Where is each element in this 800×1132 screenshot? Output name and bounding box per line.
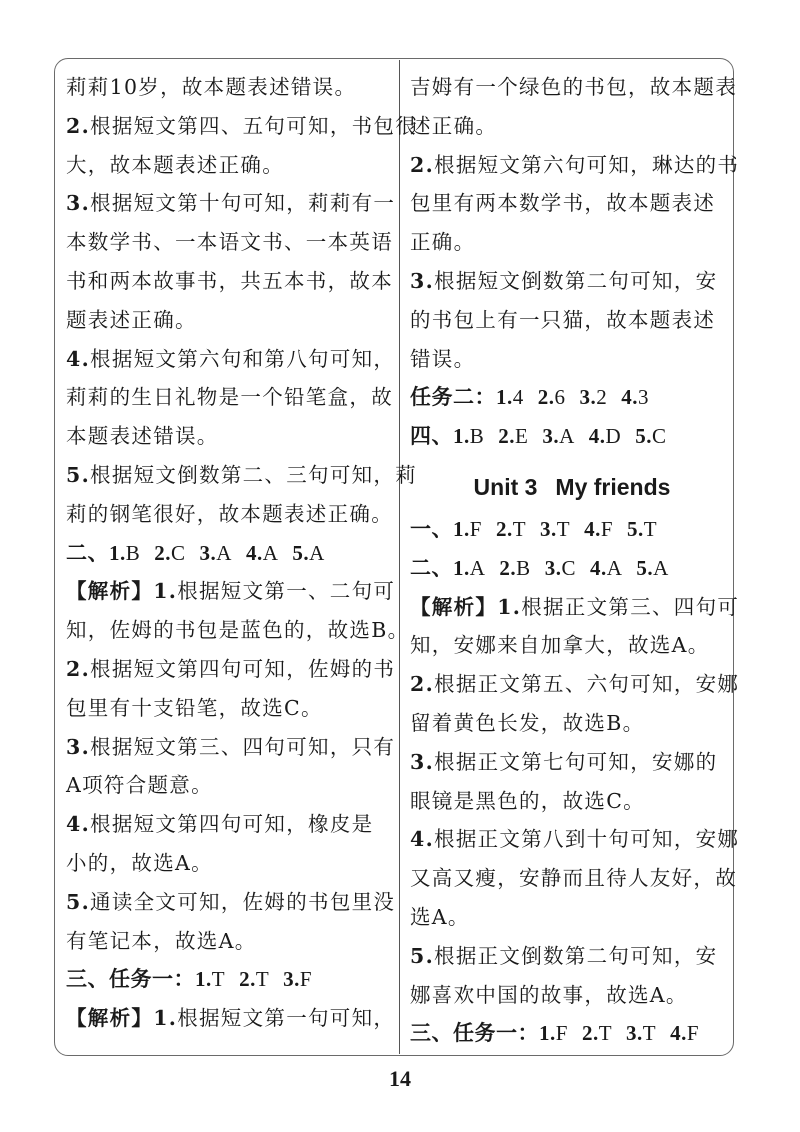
text-line bbox=[66, 766, 390, 805]
answer-item bbox=[635, 424, 666, 448]
answer-items bbox=[195, 967, 312, 991]
answer-item bbox=[109, 541, 140, 565]
answer-value: A bbox=[262, 540, 279, 565]
answer-number: 2. bbox=[495, 516, 513, 541]
line-text: 根据短文倒数第二句可知，安 bbox=[434, 268, 718, 293]
line-text: 的书包上有一只猫，故本题表述 bbox=[410, 307, 716, 332]
line-text: 根据短文第三、四句可知，只有 bbox=[90, 734, 396, 759]
line-text: 述正确。 bbox=[410, 113, 498, 138]
answer-value: A bbox=[309, 540, 325, 565]
answer-number: 4. bbox=[670, 1021, 687, 1046]
answer-value: F bbox=[555, 1021, 568, 1046]
line-text: 吉姆有一个绿色的书包，故本题表 bbox=[410, 75, 737, 99]
answer-item bbox=[200, 541, 232, 565]
line-text: 选A。 bbox=[410, 904, 470, 929]
item-number: 【解析】1. bbox=[410, 594, 522, 619]
text-line bbox=[410, 859, 737, 898]
answer-value: 2 bbox=[596, 385, 608, 410]
answer-item bbox=[195, 967, 225, 991]
answer-number: 3. bbox=[542, 424, 560, 449]
answer-number: 4. bbox=[588, 424, 606, 449]
text-line bbox=[66, 611, 410, 650]
text-line bbox=[66, 417, 390, 456]
item-number: 5. bbox=[410, 943, 435, 968]
text-line bbox=[410, 820, 740, 859]
right-column bbox=[410, 68, 740, 1053]
text-line bbox=[410, 107, 734, 146]
answer-number: 1. bbox=[109, 540, 126, 565]
text-line bbox=[66, 262, 393, 301]
answer-item bbox=[496, 517, 526, 541]
answer-line bbox=[410, 510, 734, 549]
answer-value: 4 bbox=[512, 385, 524, 410]
answer-value: C bbox=[171, 540, 186, 565]
item-number: 2. bbox=[66, 113, 91, 138]
answer-value: B bbox=[469, 424, 485, 449]
answer-value: 3 bbox=[638, 385, 649, 410]
answer-value: T bbox=[643, 516, 658, 541]
text-line bbox=[66, 146, 390, 185]
answer-number: 5. bbox=[635, 424, 652, 449]
answer-prefix: 四、 bbox=[410, 424, 453, 449]
answer-item bbox=[584, 517, 613, 541]
item-number: 5. bbox=[66, 889, 91, 914]
line-text: 根据短文第六句和第八句可知， bbox=[90, 346, 396, 371]
line-text: 错误。 bbox=[410, 346, 476, 371]
line-text: 通读全文可知，佐姆的书包里没 bbox=[90, 889, 396, 914]
page-number: 14 bbox=[389, 1066, 411, 1091]
answer-value: T bbox=[255, 967, 270, 992]
line-text: 知，安娜来自加拿大，故选A。 bbox=[410, 633, 710, 658]
text-line bbox=[410, 301, 734, 340]
answer-line bbox=[410, 1014, 734, 1053]
answer-item bbox=[627, 517, 657, 541]
answer-item bbox=[626, 1021, 656, 1045]
text-line bbox=[66, 107, 418, 146]
line-text: 根据短文第四句可知，橡皮是 bbox=[90, 812, 374, 837]
line-text: 莉莉的生日礼物是一个铅笔盒，故 bbox=[66, 385, 393, 410]
answer-items bbox=[453, 517, 657, 541]
answer-number: 1. bbox=[496, 385, 513, 410]
text-line bbox=[410, 937, 734, 976]
text-line bbox=[66, 650, 396, 689]
item-number: 2. bbox=[410, 672, 435, 697]
text-line bbox=[410, 146, 740, 185]
answer-number: 1. bbox=[195, 967, 212, 992]
answer-number: 2. bbox=[537, 385, 555, 410]
line-text: 根据短文第四、五句可知，书包很 bbox=[90, 113, 418, 138]
unit-label: Unit 3 bbox=[473, 473, 538, 500]
answer-number: 2. bbox=[239, 967, 256, 992]
answer-items bbox=[496, 385, 649, 409]
item-number: 2. bbox=[410, 152, 435, 177]
answer-number: 5. bbox=[292, 540, 310, 565]
text-line bbox=[66, 68, 390, 107]
answer-item bbox=[453, 517, 482, 541]
answer-item bbox=[239, 967, 269, 991]
answer-item bbox=[539, 1021, 568, 1045]
answer-number: 4. bbox=[245, 540, 263, 565]
text-line bbox=[66, 495, 393, 534]
line-text: 根据短文第一、二句可 bbox=[177, 579, 396, 604]
line-text: 本题表述错误。 bbox=[66, 424, 219, 449]
text-line bbox=[66, 805, 390, 844]
line-text: 莉的钢笔很好，故本题表述正确。 bbox=[66, 501, 393, 526]
item-number: 【解析】1. bbox=[66, 1006, 178, 1031]
answer-item bbox=[154, 541, 185, 565]
text-line bbox=[66, 301, 390, 340]
line-text: 正确。 bbox=[410, 230, 476, 255]
answer-number: 4. bbox=[621, 385, 638, 410]
line-text: 根据正文倒数第二句可知，安 bbox=[434, 943, 718, 968]
line-text: 题表述正确。 bbox=[66, 307, 197, 332]
answer-item bbox=[283, 967, 312, 991]
answer-item bbox=[589, 424, 621, 448]
item-number: 3. bbox=[66, 191, 91, 216]
line-text: 根据正文第三、四句可 bbox=[521, 594, 740, 619]
item-number: 3. bbox=[66, 734, 91, 759]
text-line bbox=[66, 883, 396, 922]
answer-line bbox=[410, 417, 734, 456]
answer-number: 3. bbox=[579, 385, 597, 410]
item-number: 4. bbox=[66, 346, 91, 371]
text-line bbox=[66, 572, 396, 611]
item-number: 4. bbox=[66, 812, 91, 837]
text-line bbox=[66, 689, 390, 728]
text-line bbox=[66, 340, 396, 379]
line-text: 根据正文第七句可知，安娜的 bbox=[434, 749, 718, 774]
answer-item bbox=[453, 424, 484, 448]
answer-item bbox=[538, 385, 566, 409]
line-text: 根据短文第六句可知，琳达的书 bbox=[434, 152, 740, 177]
answer-value: B bbox=[125, 540, 141, 565]
line-text: 根据短文倒数第二、三句可知，莉 bbox=[90, 462, 418, 487]
line-text: 知，佐姆的书包是蓝色的，故选B。 bbox=[66, 618, 410, 643]
text-line bbox=[410, 262, 734, 301]
text-line bbox=[66, 456, 418, 495]
answer-items bbox=[453, 556, 669, 580]
line-text: 书和两本故事书，共五本书，故本 bbox=[66, 268, 393, 293]
answer-item bbox=[292, 541, 324, 565]
answer-value: B bbox=[516, 555, 531, 580]
answer-number: 3. bbox=[626, 1021, 643, 1046]
answer-item bbox=[542, 424, 574, 448]
text-line bbox=[410, 588, 740, 627]
unit-title: My friends bbox=[555, 473, 671, 500]
item-number: 3. bbox=[410, 268, 435, 293]
answer-value: T bbox=[512, 516, 527, 541]
line-text: 包里有十支铅笔，故选C。 bbox=[66, 695, 323, 720]
line-text: 大，故本题表述正确。 bbox=[66, 152, 284, 177]
answer-item bbox=[636, 556, 668, 580]
answer-item bbox=[621, 385, 649, 409]
text-line bbox=[410, 340, 734, 379]
answer-value: A bbox=[606, 555, 623, 580]
answer-value: F bbox=[686, 1021, 700, 1046]
answer-item bbox=[590, 556, 622, 580]
answer-prefix: 三、任务一： bbox=[66, 967, 195, 992]
text-line bbox=[66, 378, 393, 417]
answer-number: 3. bbox=[199, 540, 217, 565]
answer-value: T bbox=[642, 1021, 657, 1046]
line-text: 留着黄色长发，故选B。 bbox=[410, 710, 645, 735]
text-line bbox=[410, 976, 734, 1015]
answer-item bbox=[540, 517, 570, 541]
text-line bbox=[410, 184, 734, 223]
answer-number: 2. bbox=[499, 555, 517, 580]
line-text: 有笔记本，故选A。 bbox=[66, 928, 257, 953]
answer-item bbox=[498, 424, 528, 448]
answer-value: A bbox=[559, 424, 575, 449]
line-text: A项符合题意。 bbox=[66, 773, 213, 798]
text-line bbox=[410, 782, 734, 821]
answer-number: 5. bbox=[636, 555, 654, 580]
answer-value: T bbox=[556, 516, 571, 541]
left-column bbox=[66, 68, 418, 1038]
text-line bbox=[66, 922, 390, 961]
answer-item bbox=[545, 556, 576, 580]
answer-line bbox=[66, 960, 390, 999]
answer-number: 4. bbox=[584, 516, 601, 541]
answer-item bbox=[580, 385, 608, 409]
line-text: 娜喜欢中国的故事，故选A。 bbox=[410, 982, 688, 1007]
answer-items bbox=[109, 541, 325, 565]
text-line bbox=[66, 999, 396, 1038]
answer-value: A bbox=[653, 555, 669, 580]
text-line bbox=[410, 898, 734, 937]
answer-value: F bbox=[299, 967, 313, 992]
answer-item bbox=[246, 541, 278, 565]
answer-value: E bbox=[515, 424, 529, 449]
line-text: 包里有两本数学书，故本题表述 bbox=[410, 191, 716, 216]
line-text: 根据短文第十句可知，莉莉有一 bbox=[90, 191, 396, 216]
answer-line bbox=[66, 534, 390, 573]
line-text: 根据短文第四句可知，佐姆的书 bbox=[90, 656, 396, 681]
line-text: 根据正文第五、六句可知，安娜 bbox=[434, 672, 740, 697]
text-line bbox=[66, 844, 390, 883]
answer-number: 3. bbox=[540, 516, 557, 541]
answer-number: 2. bbox=[498, 424, 516, 449]
answer-value: F bbox=[600, 516, 614, 541]
line-text: 莉莉10岁，故本题表述错误。 bbox=[66, 75, 357, 99]
answer-item bbox=[670, 1021, 699, 1045]
unit-heading bbox=[410, 456, 734, 510]
answer-value: A bbox=[469, 555, 486, 580]
answer-value: F bbox=[469, 516, 482, 541]
line-text: 眼镜是黑色的，故选C。 bbox=[410, 788, 645, 813]
answer-items bbox=[453, 424, 666, 448]
answer-value: T bbox=[598, 1021, 613, 1046]
answer-item bbox=[499, 556, 530, 580]
line-text: 本数学书、一本语文书、一本英语 bbox=[66, 230, 393, 255]
text-line bbox=[410, 223, 734, 262]
line-text: 根据短文第一句可知， bbox=[177, 1006, 396, 1031]
line-text: 根据正文第八到十句可知，安娜 bbox=[434, 827, 740, 852]
text-line bbox=[66, 184, 396, 223]
answer-value: A bbox=[216, 540, 232, 565]
answer-value: C bbox=[651, 424, 667, 449]
answer-value: T bbox=[211, 967, 226, 992]
answer-number: 1. bbox=[539, 1021, 556, 1046]
text-line bbox=[66, 223, 393, 262]
answer-value: D bbox=[605, 424, 622, 449]
line-text: 又高又瘦，安静而且待人友好，故 bbox=[410, 866, 737, 891]
text-line bbox=[410, 665, 740, 704]
answer-value: C bbox=[561, 555, 576, 580]
answer-number: 3. bbox=[283, 967, 300, 992]
answer-prefix: 任务二： bbox=[410, 385, 496, 410]
text-line bbox=[410, 626, 734, 665]
answer-item bbox=[453, 556, 485, 580]
answer-number: 3. bbox=[544, 555, 562, 580]
answer-number: 1. bbox=[453, 516, 470, 541]
line-text: 小的，故选A。 bbox=[66, 850, 213, 875]
text-line bbox=[66, 728, 396, 767]
item-number: 【解析】1. bbox=[66, 579, 178, 604]
answer-prefix: 二、 bbox=[66, 540, 109, 565]
text-line bbox=[410, 704, 734, 743]
text-line bbox=[410, 743, 734, 782]
answer-number: 1. bbox=[453, 424, 470, 449]
answer-item bbox=[496, 385, 524, 409]
answer-prefix: 二、 bbox=[410, 555, 453, 580]
item-number: 5. bbox=[66, 462, 91, 487]
item-number: 4. bbox=[410, 827, 435, 852]
answer-line bbox=[410, 549, 734, 588]
answer-prefix: 三、任务一： bbox=[410, 1021, 539, 1046]
answer-items bbox=[539, 1021, 699, 1045]
answer-line bbox=[410, 378, 734, 417]
text-line bbox=[410, 68, 737, 107]
item-number: 3. bbox=[410, 749, 435, 774]
answer-number: 4. bbox=[589, 555, 607, 580]
column-divider bbox=[399, 60, 400, 1054]
item-number: 2. bbox=[66, 656, 91, 681]
answer-prefix: 一、 bbox=[410, 516, 453, 541]
answer-item bbox=[582, 1021, 612, 1045]
answer-number: 2. bbox=[154, 540, 172, 565]
answer-number: 2. bbox=[581, 1021, 599, 1046]
answer-value: 6 bbox=[554, 385, 566, 410]
answer-number: 1. bbox=[453, 555, 470, 580]
answer-number: 5. bbox=[627, 516, 644, 541]
